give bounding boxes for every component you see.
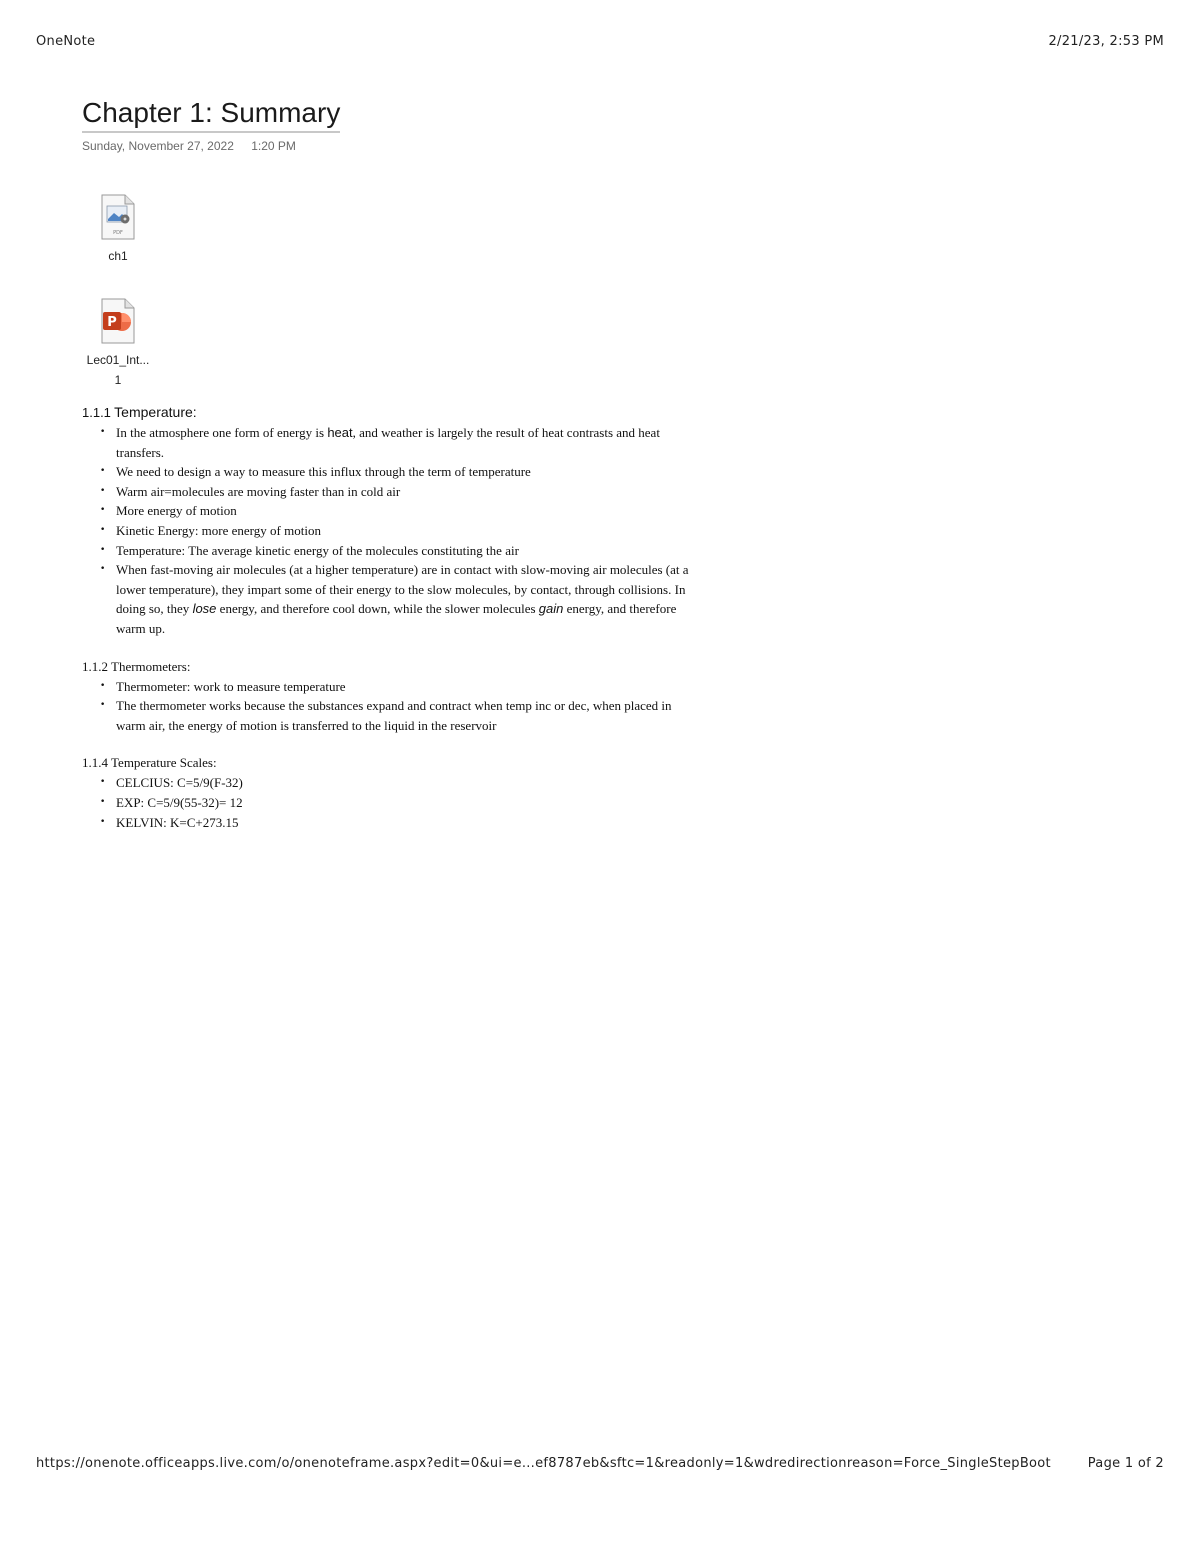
app-name: OneNote <box>36 34 96 49</box>
svg-text:P: P <box>107 315 117 330</box>
list-item: • The thermometer works because the substances expand and contract when temp inc or dec, when placed in warm air, the energy of motion is transferred to the liquid in the reservoir <box>98 696 702 735</box>
list-item: • Kinetic Energy: more energy of motion <box>98 521 702 541</box>
section-temperature-scales <box>82 753 702 832</box>
list-item: • When fast-moving air molecules (at a higher temperature) are in contact with slow-moving air molecules (at a lower temperature), they impart some of their energy to the slow molecules, by contact, through collisions. In doing so, they lose energy, and therefore cool down, while the slower molecules gain energy, and therefore warm up. <box>98 560 702 638</box>
list-item: • More energy of motion <box>98 501 702 521</box>
svg-text:PDF: PDF <box>113 230 123 236</box>
section-thermometers <box>82 657 702 736</box>
bullet-list <box>82 677 702 736</box>
section-number: 1.1.1 <box>82 405 111 420</box>
page-date <box>82 139 296 153</box>
page-url: https://onenote.officeapps.live.com/o/onenoteframe.aspx?edit=0&ui=e...ef8787eb&sftc=1&readonly=1&wdredirectionreason=Force_SingleStepBoot <box>36 1456 1051 1471</box>
list-item: • In the atmosphere one form of energy is heat, and weather is largely the result of heat contrasts and heat transfers. <box>98 423 702 462</box>
section-temperature <box>82 402 702 639</box>
print-footer <box>36 1456 1164 1471</box>
page-date-time: 1:20 PM <box>251 139 296 153</box>
page-number: Page 1 of 2 <box>1087 1456 1164 1471</box>
attachment-pdf[interactable] <box>82 194 154 266</box>
pdf-file-icon <box>101 194 135 240</box>
attachment-ppt-name-line2: 1 <box>114 373 122 387</box>
list-item: • KELVIN: K=C+273.15 <box>98 813 702 833</box>
attachment-ppt-name <box>82 350 154 390</box>
attachment-ppt[interactable] <box>82 298 154 390</box>
section-heading: 1.1.2 Thermometers: <box>82 658 191 674</box>
section-heading: 1.1.4 Temperature Scales: <box>82 755 217 771</box>
note-content <box>82 402 702 850</box>
list-item: • Thermometer: work to measure temperature <box>98 677 702 697</box>
bullet-list <box>82 423 702 639</box>
print-timestamp: 2/21/23, 2:53 PM <box>1048 34 1164 49</box>
attachment-ppt-name-line1: Lec01_Int... <box>86 353 150 367</box>
list-item: • Warm air=molecules are moving faster than in cold air <box>98 482 702 502</box>
list-item: • EXP: C=5/9(55-32)= 12 <box>98 793 702 813</box>
powerpoint-file-icon <box>101 298 135 344</box>
attachment-pdf-name: ch1 <box>108 249 128 263</box>
section-title: Temperature: <box>114 404 197 420</box>
print-header <box>36 34 1164 49</box>
page-title: Chapter 1: Summary <box>82 96 340 133</box>
section-heading <box>82 402 702 423</box>
bullet-list <box>82 773 702 832</box>
list-item: • CELCIUS: C=5/9(F-32) <box>98 773 702 793</box>
page-date-day: Sunday, November 27, 2022 <box>82 139 234 153</box>
list-item: • We need to design a way to measure this influx through the term of temperature <box>98 462 702 482</box>
list-item: • Temperature: The average kinetic energy of the molecules constituting the air <box>98 541 702 561</box>
